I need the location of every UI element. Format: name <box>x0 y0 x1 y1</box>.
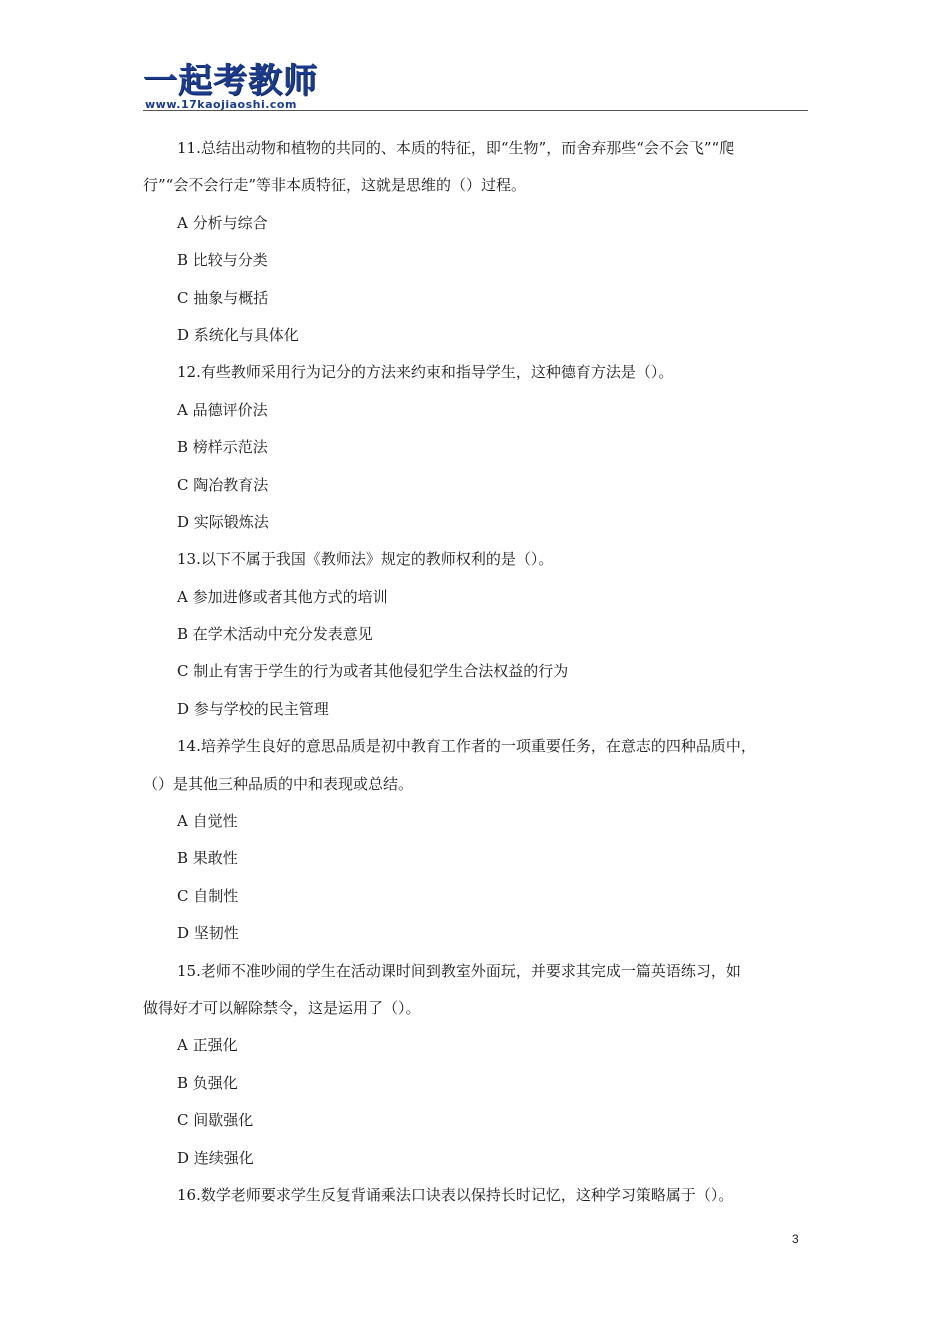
answer-option: D 参与学校的民主管理 <box>177 699 329 718</box>
question-block <box>143 130 808 354</box>
answer-option: C 抽象与概括 <box>177 288 269 307</box>
question-block <box>143 728 808 952</box>
answer-option: A 分析与综合 <box>177 213 268 232</box>
question-stem: 12.有些教师采用行为记分的方法来约束和指导学生，这种德育方法是（）。 <box>177 363 674 382</box>
question-stem: 16.数学老师要求学生反复背诵乘法口诀表以保持长时记忆，这种学习策略属于（）。 <box>177 1185 734 1204</box>
question-stem-continued: 行”“会不会行走”等非本质特征，这就是思维的（）过程。 <box>143 176 527 195</box>
answer-option: A 自觉性 <box>177 812 238 831</box>
page-header <box>143 62 808 112</box>
answer-option: A 品德评价法 <box>177 400 268 419</box>
question-stem: 15.老师不准吵闹的学生在活动课时间到教室外面玩，并要求其完成一篇英语练习，如 <box>177 961 741 980</box>
answer-option: C 间歇强化 <box>177 1111 254 1130</box>
header-divider <box>143 110 808 111</box>
answer-option: D 实际锻炼法 <box>177 512 269 531</box>
answer-option: B 在学术活动中充分发表意见 <box>177 625 373 644</box>
answer-option: D 坚韧性 <box>177 924 239 943</box>
answer-option: C 自制性 <box>177 886 239 905</box>
answer-option: D 系统化与具体化 <box>177 325 299 344</box>
page-number: 3 <box>792 1232 799 1246</box>
question-stem: 13.以下不属于我国《教师法》规定的教师权利的是（）。 <box>177 550 554 569</box>
question-stem-continued: （）是其他三种品质的中和表现或总结。 <box>143 774 414 793</box>
answer-option: B 榜样示范法 <box>177 438 268 457</box>
answer-option: B 果敢性 <box>177 849 238 868</box>
answer-option: C 制止有害于学生的行为或者其他侵犯学生合法权益的行为 <box>177 662 569 681</box>
question-block <box>143 541 808 728</box>
question-list <box>143 130 808 1214</box>
question-block <box>143 953 808 1177</box>
question-stem: 14.培养学生良好的意思品质是初中教育工作者的一项重要任务，在意志的四种品质中， <box>177 737 756 756</box>
question-stem-continued: 做得好才可以解除禁令，这是运用了（）。 <box>143 998 421 1017</box>
answer-option: C 陶冶教育法 <box>177 475 269 494</box>
answer-option: B 负强化 <box>177 1073 238 1092</box>
answer-option: B 比较与分类 <box>177 251 268 270</box>
logo-url: www.17kaojiaoshi.com <box>145 98 297 111</box>
logo: 一起考教师 <box>143 61 318 101</box>
question-block <box>143 354 808 541</box>
answer-option: A 正强化 <box>177 1036 238 1055</box>
question-stem: 11.总结出动物和植物的共同的、本质的特征，即“生物”，而舍弃那些“会不会飞”“爬 <box>177 139 735 157</box>
answer-option: D 连续强化 <box>177 1148 254 1167</box>
answer-option: A 参加进修或者其他方式的培训 <box>177 587 388 606</box>
question-block <box>143 1177 808 1214</box>
